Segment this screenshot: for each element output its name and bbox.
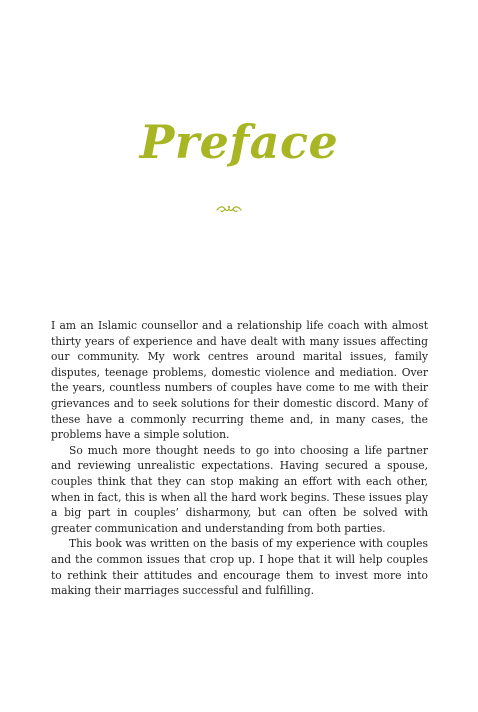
page-title: Preface xyxy=(139,114,339,169)
paragraph-2: So much more thought needs to go into choosing a life partner and reviewing unrealistic expectations. Having secured a spouse, couples think that they can stop making an effort with each other, when in fact, this is when all the hard work begins. These issues play a big part in couples’ disharmony, but can often be solved with greater communication and understanding from both parties. xyxy=(51,443,428,535)
paragraph-1: I am an Islamic counsellor and a relationship life coach with almost thirty years of experience and have dealt with many issues affecting our community. My work centres around marital issues, family disputes, teenage problems, domestic violence and mediation. Over the years, countless numbers of couples have come to me with their grievances and to seek solutions for their domestic discord. Many of these have a commonly recurring theme and, in many cases, the problems have a simple solution. xyxy=(51,319,428,442)
paragraph-3: This book was written on the basis of my experience with couples and the common issues that crop up. I hope that it will help couples to rethink their attitudes and encourage them to invest more into making their marriages successful and fulfilling. xyxy=(51,537,428,598)
preface-body xyxy=(51,318,428,599)
flourish-ornament-icon xyxy=(216,204,242,214)
